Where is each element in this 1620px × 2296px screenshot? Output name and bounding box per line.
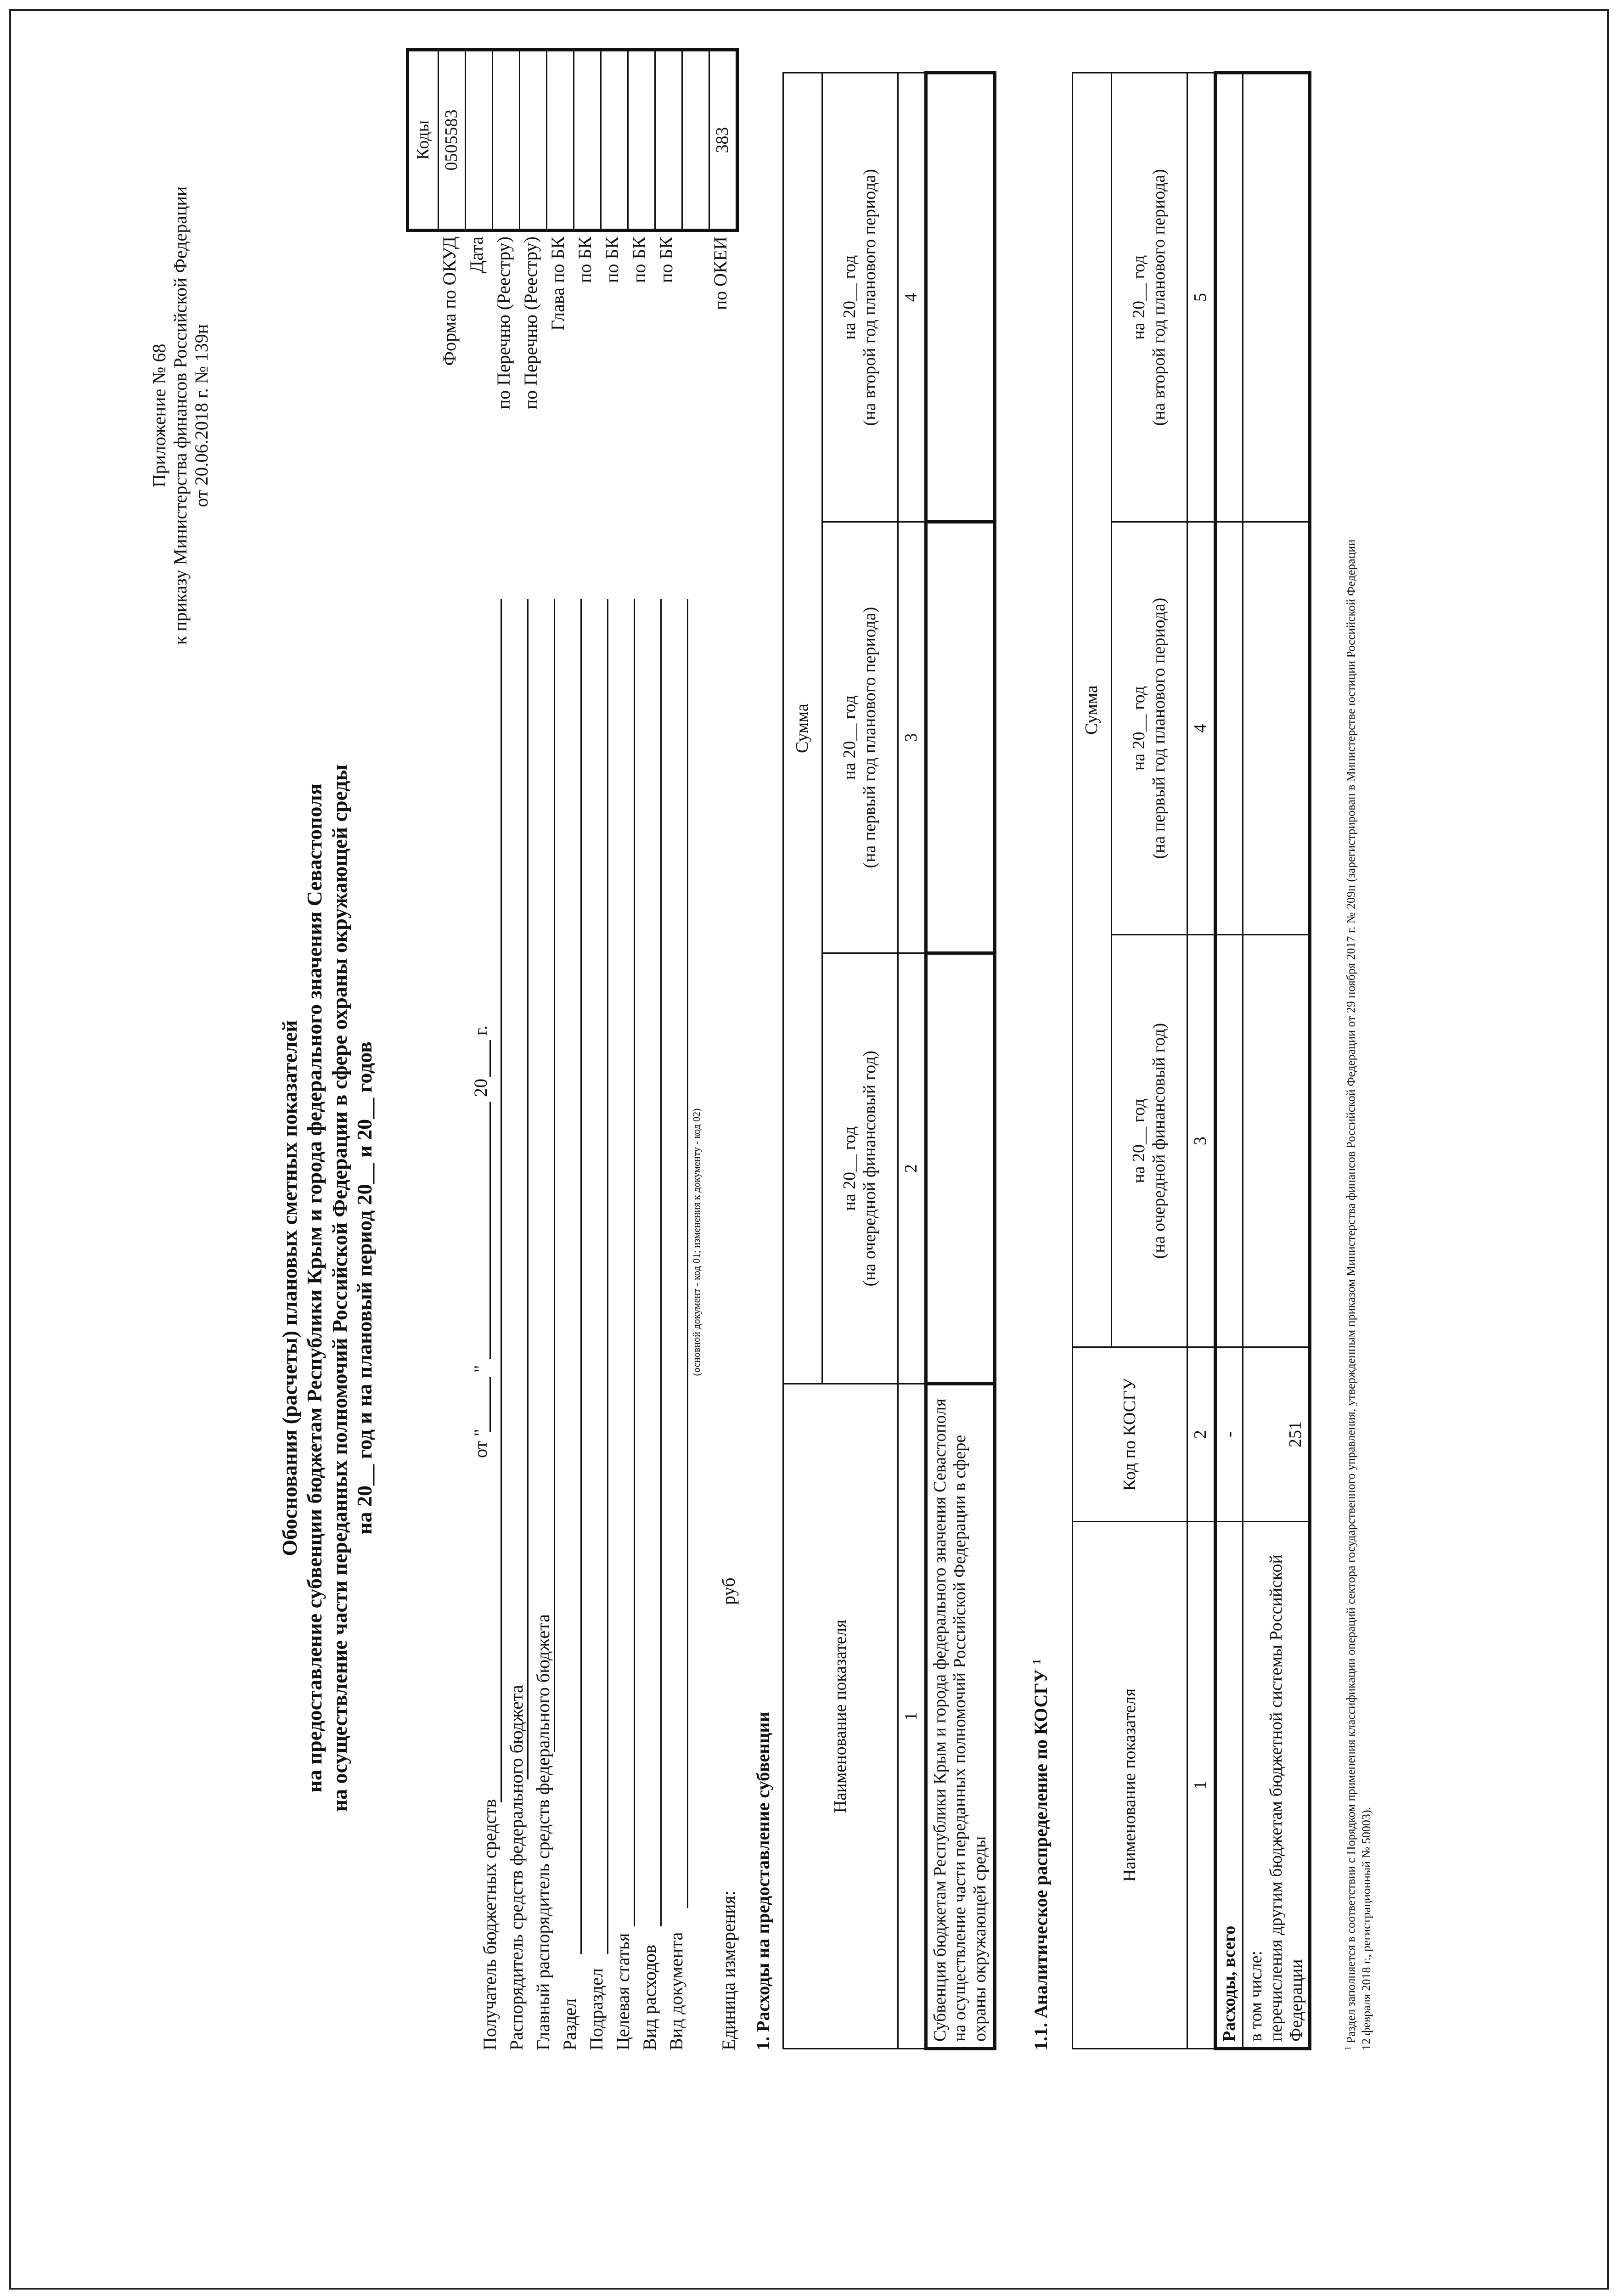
s11-row-total: Расходы, всего xyxy=(1215,1521,1243,2048)
section-1-1-title-text: 1.1. Аналитическое распределение по КОСГУ xyxy=(1030,1669,1051,2050)
recipient-input-line[interactable] xyxy=(501,599,502,1802)
code-blank[interactable] xyxy=(682,50,709,231)
unit-value: руб xyxy=(718,1577,739,1605)
s11-num-5: 5 xyxy=(1187,73,1215,522)
document-title xyxy=(277,439,377,2138)
code-label-registry-2: по Перечню (Реестру) xyxy=(520,236,541,410)
codes-labels xyxy=(406,236,737,494)
title-line-4: на 20__ год и на плановый период 20__ и 20__ годов xyxy=(352,1041,376,1535)
s1-year-1: на 20__ год (на очередной финансовый год) xyxy=(822,953,898,1384)
code-label-registry-1: по Перечню (Реестру) xyxy=(493,236,514,410)
date-line xyxy=(470,953,493,1458)
s11-year-3: на 20__ год (на второй год планового периода) xyxy=(1112,73,1187,522)
s11-row-transfer xyxy=(1243,1521,1310,2048)
s11-col-name: Наименование показателя xyxy=(1073,1521,1187,2048)
s1-year-3: на 20__ год (на второй год планового периода) xyxy=(822,73,898,522)
appendix-number: Приложение № 68 xyxy=(149,343,169,488)
s11-row-transfer-code: 251 xyxy=(1243,1347,1310,1522)
field-target-article: Целевая статья xyxy=(613,1933,633,2050)
s11-row-total-value-1[interactable] xyxy=(1215,934,1243,1347)
code-label-bk-4: по БК xyxy=(656,236,676,283)
s1-row-value-1[interactable] xyxy=(926,953,995,1384)
date-quote: " xyxy=(470,1365,491,1373)
expense-type-input-line[interactable] xyxy=(660,599,662,1926)
s1-row-subsidy: Субвенция бюджетам Республики Крым и города федерального значения Севастополя на осуществление части переданных полномочий Российской Федерации в сфере охраны окружающей среды xyxy=(926,1384,995,2049)
s11-row-transfer-value-3[interactable] xyxy=(1243,73,1310,522)
field-subsection: Подраздел xyxy=(586,1968,607,2050)
s1-num-1: 1 xyxy=(898,1384,926,2049)
s11-num-3: 3 xyxy=(1187,934,1215,1347)
code-bk-3[interactable] xyxy=(628,50,655,231)
s1-col-name: Наименование показателя xyxy=(783,1384,898,2049)
s1-num-2: 2 xyxy=(898,953,926,1384)
code-label-bk-3: по БК xyxy=(629,236,649,283)
document-code-note: (основной документ - код 01; изменения к документу - код 02) xyxy=(691,1108,702,1376)
code-chapter[interactable] xyxy=(547,50,574,231)
s11-year-1: на 20__ год (на очередной финансовый год) xyxy=(1112,934,1187,1347)
title-line-1: Обоснования (расчеты) плановых сметных показателей xyxy=(278,1020,301,1556)
landscape-page xyxy=(20,25,1591,2275)
code-bk-2[interactable] xyxy=(601,50,628,231)
title-line-3: на осуществление части переданных полномочий Российской Федерации в сфере охраны окружающей среды xyxy=(327,764,351,1812)
appendix-order: к приказу Министерства финансов Российской Федерации xyxy=(170,186,191,645)
s11-row-transfer-value-2[interactable] xyxy=(1243,522,1310,934)
code-label-date: Дата xyxy=(466,236,487,273)
subsection-input-line[interactable] xyxy=(607,599,608,1954)
kosgu-distribution-table xyxy=(1072,71,1311,2050)
code-label-okei: по ОКЕИ xyxy=(710,236,731,310)
code-label-okud: Форма по ОКУД xyxy=(439,236,460,366)
s11-row-total-value-2[interactable] xyxy=(1215,522,1243,934)
manager-input-line[interactable] xyxy=(527,599,529,1779)
field-document-type: Вид документа xyxy=(666,1932,686,2050)
s11-num-4: 4 xyxy=(1187,522,1215,934)
subsidy-expenses-table xyxy=(782,71,996,2050)
title-line-2: на предоставление субвенции бюджетам Республики Крым и города федерального значения Севастополя xyxy=(303,783,326,1793)
unit-label: Единица измерения: xyxy=(718,1891,739,2050)
chief-manager-input-line[interactable] xyxy=(554,599,555,1752)
date-year: 20 xyxy=(470,1079,491,1097)
code-okei[interactable]: 383 xyxy=(709,50,737,231)
s11-year-2: на 20__ год (на первый год планового периода) xyxy=(1112,522,1187,934)
code-label-bk-2: по БК xyxy=(602,236,622,283)
s1-year-2: на 20__ год (на первый год планового периода) xyxy=(822,522,898,953)
code-label-blank xyxy=(683,236,710,494)
field-recipient: Получатель бюджетных средств xyxy=(479,1799,500,2050)
code-bk-1[interactable] xyxy=(574,50,601,231)
field-manager: Распорядитель средств федерального бюджета xyxy=(506,1685,527,2050)
field-expense-type: Вид расходов xyxy=(639,1945,660,2050)
section-1-1-footnote-mark: 1 xyxy=(1031,1659,1043,1665)
code-date[interactable] xyxy=(466,50,493,231)
s1-col-sum: Сумма xyxy=(783,73,822,1384)
section-input-line[interactable] xyxy=(580,599,582,1954)
s1-row-value-2[interactable] xyxy=(926,522,995,953)
code-label-chapter: Глава по БК xyxy=(547,236,568,331)
field-chief-manager: Главный распорядитель средств федерального бюджета xyxy=(533,1614,553,2050)
date-suffix: г. xyxy=(470,1025,491,1035)
date-prefix: от " xyxy=(470,1429,491,1458)
footnote-line-1: Раздел заполняется в соответствии с Порядком применения классификации операций сектора государственного управления, утвержденным приказом Министерства финансов Российской Федерации от 29 ноября 2017 г. № 209н (зарегистрирован в Министерстве юстиции Российской Федерации xyxy=(1344,539,1358,2043)
code-registry-1[interactable] xyxy=(493,50,520,231)
code-registry-2[interactable] xyxy=(520,50,547,231)
footnote-line-2: 12 февраля 2018 г., регистрационный № 50003). xyxy=(1360,1807,1373,2050)
appendix-date: от 20.06.2018 г. № 139н xyxy=(191,324,212,507)
s11-col-sum: Сумма xyxy=(1073,73,1112,1347)
footnote xyxy=(1343,53,1374,2050)
s11-row-total-value-3[interactable] xyxy=(1215,73,1243,522)
s11-row-total-code: - xyxy=(1215,1347,1243,1522)
s1-num-3: 3 xyxy=(898,522,926,953)
section-1-title: 1. Расходы на предоставление субвенции xyxy=(753,1711,773,2050)
document-type-input-line[interactable] xyxy=(687,599,688,1908)
footnote-mark: 1 xyxy=(1343,2046,1352,2050)
code-bk-4[interactable] xyxy=(655,50,682,231)
s1-row-value-3[interactable] xyxy=(926,73,995,522)
s11-row-transfer-text: перечисления другим бюджетам бюджетной системы Российской Федерации xyxy=(1266,1554,1306,2042)
s1-num-4: 4 xyxy=(898,73,926,522)
codes-header: Коды xyxy=(408,50,439,231)
s11-num-2: 2 xyxy=(1187,1347,1215,1522)
section-1-1-title xyxy=(1030,1659,1052,2050)
field-section: Раздел xyxy=(559,1998,580,2050)
s11-num-1: 1 xyxy=(1187,1521,1215,2048)
appendix-header xyxy=(149,71,212,760)
s11-col-kosgu: Код по КОСГУ xyxy=(1073,1347,1187,1522)
codes-table xyxy=(406,48,739,232)
s11-row-incl: в том числе: xyxy=(1246,1950,1266,2042)
code-okud[interactable]: 0505583 xyxy=(439,50,466,231)
code-label-bk-1: по БК xyxy=(574,236,595,283)
target-article-input-line[interactable] xyxy=(634,599,635,1926)
s11-row-transfer-value-1[interactable] xyxy=(1243,934,1310,1347)
